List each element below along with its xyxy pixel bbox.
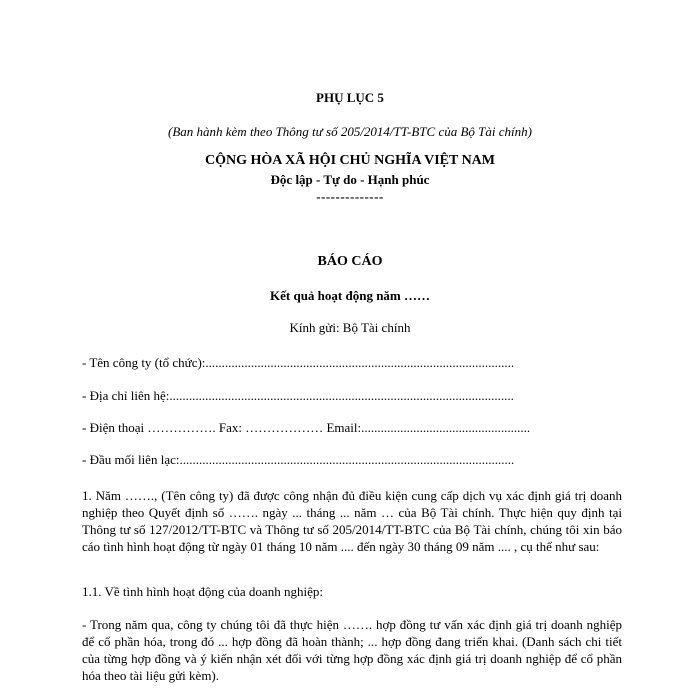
addressee: Kính gửi: Bộ Tài chính <box>289 320 411 335</box>
paragraph-contracts: - Trong năm qua, công ty chúng tôi đã thực hiện ……. hợp đồng tư vấn xác định giá trị doanh nghiệp để cổ phần hóa, trong đó ... hợp đồng đã hoàn thành; ... hợp đồng đang triển khai. (Danh sách chi tiết của từng hợp đồng và ý kiến nhận xét đối với từng hợp đồng xác định giá trị doanh nghiệp để cổ phần hóa theo tài liệu gửi kèm). <box>82 617 622 683</box>
issued-note: (Ban hành kèm theo Thông tư số 205/2014/TT-BTC của Bộ Tài chính) <box>168 124 532 139</box>
field-phone-fax-email: - Điện thoại ……………. Fax: ……………… Email:.................................................... <box>82 420 531 435</box>
section-heading-1-1: 1.1. Về tình hình hoạt động của doanh nghiệp: <box>82 584 323 599</box>
report-title: BÁO CÁO <box>317 254 383 269</box>
field-contact: - Đầu mối liên lạc:....................................................................................................... <box>82 452 515 467</box>
appendix-heading: PHỤ LỤC 5 <box>316 90 384 105</box>
field-company-name: - Tên công ty (tổ chức):............................................................................................... <box>82 355 515 370</box>
national-motto: Độc lập - Tự do - Hạnh phúc <box>270 172 430 187</box>
paragraph-intro: 1. Năm ……., (Tên công ty) đã được công nhận đủ điều kiện cung cấp dịch vụ xác định giá trị doanh nghiệp theo Quyết định số ……. ngày ... tháng ... năm … của Bộ Tài chính. Thực hiện quy định tại Thông tư số 127/2012/TT-BTC và Thông tư số 205/2014/TT-BTC của Bộ Tài chính, chúng tôi xin báo cáo tình hình hoạt động từ ngày 01 tháng 10 năm .... đến ngày 30 tháng 09 năm .... , cụ thể như sau: <box>82 488 622 554</box>
separator-line: -------------- <box>316 189 384 204</box>
report-subtitle: Kết quả hoạt động năm …… <box>270 288 430 303</box>
country-name: CỘNG HÒA XÃ HỘI CHỦ NGHĨA VIỆT NAM <box>204 153 495 168</box>
field-address: - Địa chỉ liên hệ:.......................................................................................................... <box>82 388 514 403</box>
